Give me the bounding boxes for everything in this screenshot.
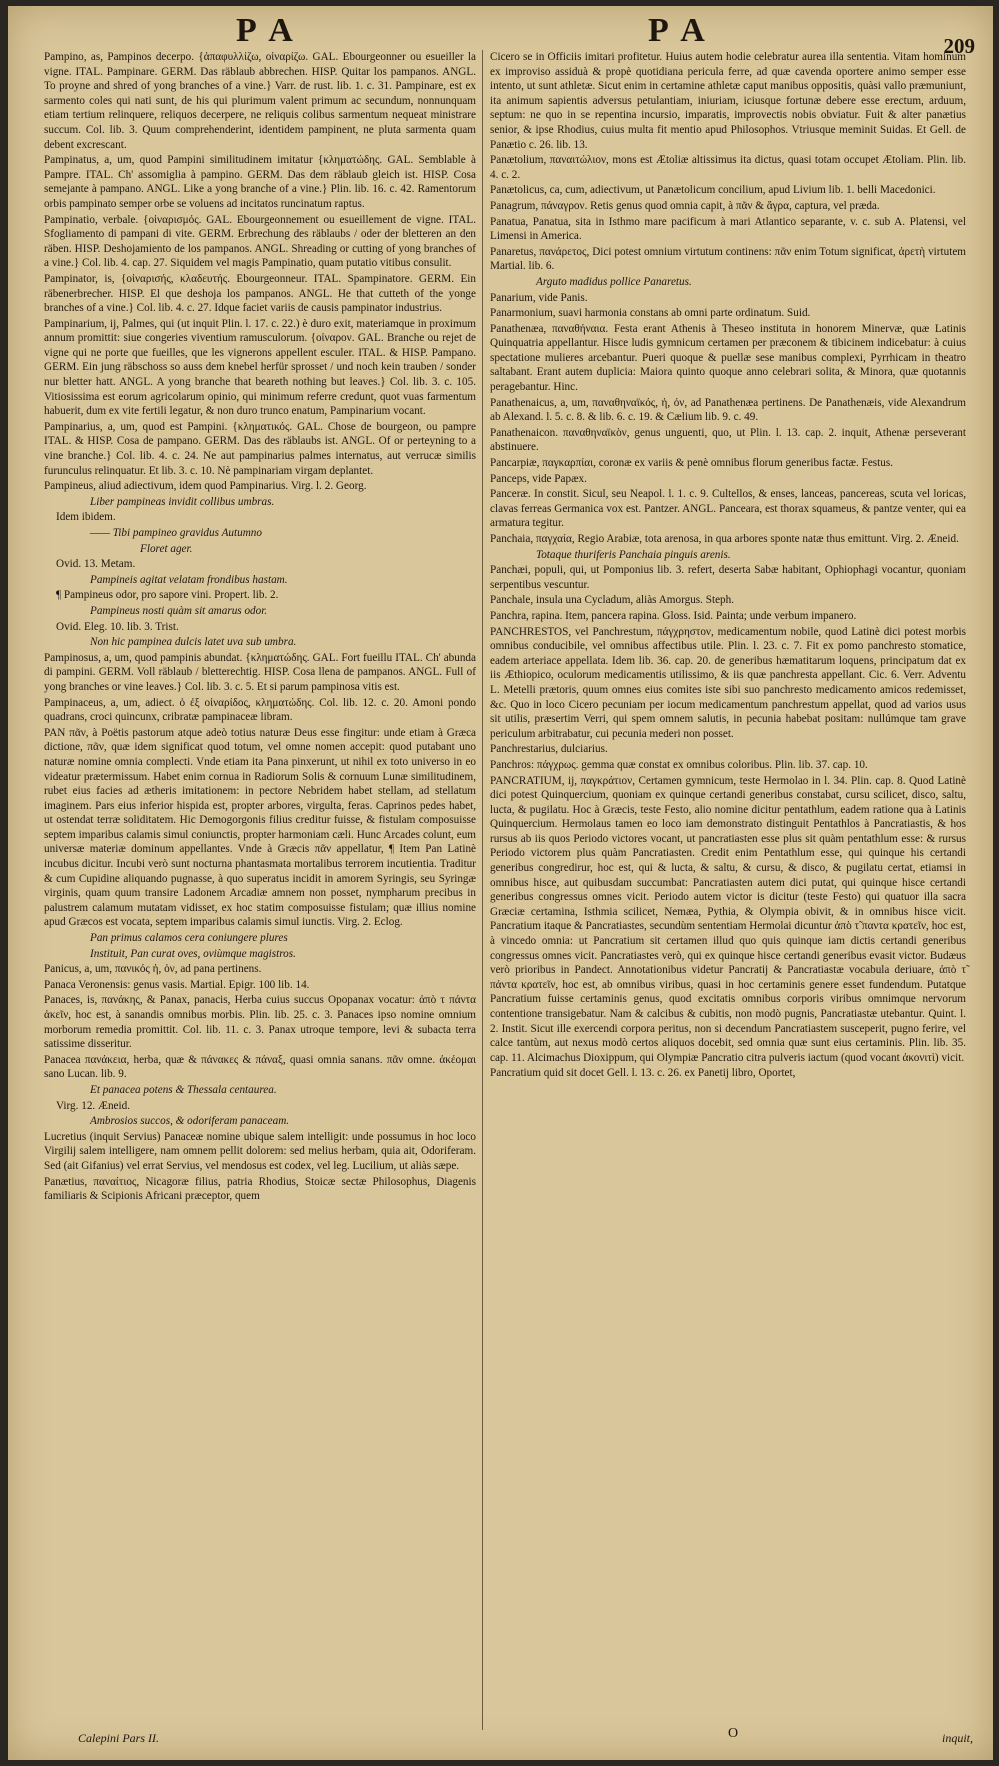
dictionary-entry: Panacea πανάκεια, herba, quæ & πάνακες & πάναξ, quasi omnia sanans. πᾶν omne. ἀκέομαι sano Lucan. lib. 9. bbox=[44, 1053, 476, 1081]
dictionary-entry: Panchæi, populi, qui, ut Pomponius lib. 3. refert, deserta Sabæ habitant, Ophiophagi vocantur, quoniam serpentibus vescuntur. bbox=[490, 564, 966, 591]
dictionary-entry: Panchra, rapina. Item, pancera rapina. Gloss. Isid. Painta; unde verbum impanero. bbox=[490, 609, 857, 622]
dictionary-entry: Panathenæa, παναθήναια. Festa erant Athenis à Theseo instituta in honorem Minervæ, quæ Latinis Quinquatria appellantur. Hisce ludis gymnicum certamen per præconem & tibicinem indicebatur: à cuius spectatione mulieres arcebantur. Pueri quoque & puellæ sese manibus complexi, Pyrrhicam in theatro saltabant. Erant autem duplicia: Maiora quinto quoque anno celebrari solita, & Minora, quæ quotannis peragebantur. Hinc. bbox=[490, 322, 966, 394]
dictionary-entry: Panathenaicus, a, um, παναθηναϊκός, ἡ, όν, ad Panathenæa pertinens. De Panathenæis, vide Alexandrum ab Alexand. l. 5. c. 8. & lib. 6. c. 19. & Cælium lib. 9. c. 49. bbox=[490, 396, 966, 424]
dictionary-entry: Lucretius (inquit Servius) Panaceæ nomine ubique salem intelligit: unde possumus in hoc loco Virgilij salem intelligere, nam omnem pellit dolorem: sed melius herbam, quia ait, Odoriferam. Sed (ait Gifanius) vel errat Servius, vel mendosus est codex, vel leg. Lucilium, ut aliàs sæpe. bbox=[44, 1130, 476, 1172]
dictionary-entry: Panagrum, πάναγρον. Retis genus quod omnia capit, à πᾶν & ἄγρα, captura, vel præda. bbox=[490, 199, 880, 212]
catchword: inquit, bbox=[941, 1731, 973, 1745]
dictionary-entry: Idem ibidem. bbox=[56, 511, 116, 524]
dictionary-entry: Panchrestarius, dulciarius. bbox=[490, 743, 608, 756]
dictionary-entry: Panætius, παναίτιος, Nicagoræ filius, patria Rhodius, Stoicæ sectæ Philosophus, Diagenis familiaris & Scipionis Africani præceptor, quem bbox=[44, 1175, 476, 1203]
dictionary-entry: Panathenaicon. παναθηναϊκὸν, genus unguenti, quo, ut Plin. l. 13. cap. 2. inquit, Athenæ perseverant abstinuere. bbox=[490, 426, 966, 454]
dictionary-entry: Instituit, Pan curat oves, oviùmque magistros. bbox=[90, 947, 296, 960]
dictionary-entry: Pampineis agitat velatam frondibus hastam. bbox=[90, 573, 288, 586]
dictionary-entry: Pampinaceus, a, um, adiect. ὁ ἐξ οἰναρίδος, κληματώδης. Col. lib. 12. c. 20. Amoni pondo quadrans, croci quincunx, cribratæ pampinaceæ libram. bbox=[44, 696, 476, 724]
running-head-right: PA bbox=[648, 12, 719, 49]
dictionary-entry: Pampineus nosti quàm sit amarus odor. bbox=[90, 604, 268, 617]
dictionary-entry: Panarmonium, suavi harmonia constans ab omni parte ordinatum. Suid. bbox=[490, 307, 811, 320]
dictionary-entry: Pancratium quid sit docet Gell. l. 13. c. 26. ex Panetij libro, Oportet, bbox=[490, 1067, 796, 1080]
page-number: 209 bbox=[943, 34, 975, 58]
signature-mark: O bbox=[728, 1726, 739, 1741]
dictionary-entry: Panchaia, παγχαία, Regio Arabiæ, tota arenosa, in qua arbores sponte natæ thus emittunt. Virg. 2. Æneid. bbox=[490, 533, 959, 545]
dictionary-entry: PANCRATIUM, ij, παγκράτιον, Certamen gymnicum, teste Hermolao in l. 34. Plin. cap. 8. Quod Latinè dici potest Quinquercium, quoniam ex quinque certandi generibus constabat, cursu scilicet, disco, saltu, lucta, & pugilatu. Hoc à Græcis, teste Festo, alio nomine dicitur pentathlum, eadem ratione qua à Latinis Quinquercium. Hermolaus tamen eo loco iam demonstrato distinguit Pentathlos à Pancratiastis, & hos rursus ab iis quos Periodo victores vocant, ut pancratiasten esse plus sit quàm pentathlum esse: & rursus Periodo victorem plus quàm Pancratiasten. Credit enim Pentathlum esse, qui quinque his certandi generibus congredirur, hoc est, qui & lucta, & saltu, & cursu, & disco, & pugilatu certat, etiamsi in omnibus hisce, aut quibusdam succumbat: Pancratiasten autem dici putat, qui quinque hisce certandi generibus congressus omnes vicit. Periodo autem victor is dicitur (teste Festo) qui quatuor illa sacra Græciæ certamina, Isthmia scilicet, Nemæa, Pythia, & Olympia obivit, & in omnibus hisce vicit. Pancratium itaque & Pancratiastes, secundùm sententiam Hermolai dicuntur ἀπὸ τ̃ παντα κρατεῖν, hoc est, à vincedo omnia: ut Pancratium sit certamen illud quo quis quinque iam dictis certandi generibus congressus omnes vicit. Pancratiastes verò, qui ex quinque hisce certandi generibus evasit victor. Budæus verò prioribus in Pandect. Annotationibus videtur Pancratij & Pancratiastæ vocabula deriuare, ἀπὸ τ̃ πάντα κρατεῖν, hoc est, ab omnibus viribus, quasi in hoc certaminis genere esset fundendum. Putatque Pancratium fuisse certaminis genus, quod excitatis omnibus corporis viribus omnimque nervorum contentione transigebatur. Nam & calcibus & cubitis, non modò pugnis, Pancratiastæ utebantur. Quint. l. 2. Instit. Sicut ille exercendi corpora peritus, non si decendum Pancratiastem susceperit, pugno ferire, vel calce tantùm, aut nexus modò certos aliquos docebit, sed omnia quæ sunt eius certaminis. Plin. lib. 35. cap. 11. Alcimachus Dioxippum, qui Olympiæ Pancratio citra pulveris iactum (quod vocant ἀκονιτὶ) vicit. bbox=[490, 774, 966, 1064]
column-divider bbox=[482, 50, 483, 1730]
dictionary-entry: Pampinarium, ij, Palmes, qui (ut inquit Plin. l. 17. c. 22.) è duro exit, materiamque in proximum annum promittit: siue congeries viventium ramusculorum. {οἰναρον. GAL. Branche ou rejet de vigne qui ne porte que fueilles, que les vignerons appellent esculer. ITAL. & HISP. Pampano. GERM. Ein jung räbschoss so auss dem knebel herfür sprosset / und noch kein trauben / sonder nur bletter hatt. ANGL. A yong branche that beareth nothing but leaves.} Col. lib. 3. c. 105. Vitiosissima est eorum agricolarum opinio, qui minimum referre credunt, quot vuas farmentum habuerit, dum ex vite fertili legatur, & non duro trunco enatum, Pampinarium vocant. bbox=[44, 317, 476, 418]
dictionary-entry: Non hic pampinea dulcis latet uva sub umbra. bbox=[90, 636, 297, 649]
dictionary-entry: Cicero se in Officiis imitari profitetur. Huius autem hodie celebratur aurea illa sententia. Vitam hominum ex improviso assiduà & propè quotidiana pericula ferre, ad quæ cavenda oportere animo semper esse intento, ut sunt athletæ. Sicut enim in certamine athletæ caput manibus oppositis, quàsi vallo præmuniunt, ita animum sapientis adversus petulantiam, iniuriam, iciusque fortunæ debere esse erectum, arduum, septum: ne quo in se repentina incursio, imparatis, improvectis nobis obviatur. Fuit & alter panætius senior, & ipse Rhodius, cuius multa fit mentio apud Philosophos. Vtriusque meminit Suidas. Et Gell. de Panætio c. 26. lib. 13. bbox=[490, 51, 966, 151]
dictionary-entry: ¶ Pampineus odor, pro sapore vini. Propert. lib. 2. bbox=[56, 589, 279, 602]
printer-signature: Calepini Pars II. bbox=[78, 1731, 159, 1745]
dictionary-entry: Ovid. Eleg. 10. lib. 3. Trist. bbox=[56, 620, 179, 633]
dictionary-entry: Pancarpiæ, παγκαρπίαι, coronæ ex variis & penè omnibus florum generibus factæ. Festus. bbox=[490, 457, 893, 470]
dictionary-entry: Ambrosios succos, & odoriferam panaceam. bbox=[90, 1115, 290, 1128]
dictionary-entry: Panceps, vide Papæx. bbox=[490, 472, 587, 485]
dictionary-entry: PAN πᾶν, à Poëtis pastorum atque adeò totius naturæ Deus esse fingitur: unde etiam à Græca dictione, πᾶν, quæ idem significat quod totum, vel omne nomen accepit: quod putabant uno naturæ nomine omnia complecti. Vnde etiam ita Pana pinxerunt, ut nihil ex toto universo in eo videatur prætermissum. Habet enim cornua in Radiorum Solis & cornuum Lunæ similitudinem, rubet eius facies ad ætheris imitationem: in pectore Nebridem habet stellam, ad stellatum imaginem. Pars eius inferior hispida est, propter arbores, virgulta, feras. Caprinos pedes habet, ut ostendat terræ soliditatem. Hic Demogorgonis filius creditur fuisse, & fistulam composuisse septem imparibus calamis simul coniunctis, propter harmoniam cæli. Hunc Arcades colunt, eum universæ materiæ dominum appellantes. Vnde à Græcis πᾶν appellatur, ¶ Item Pan Latinè incubus dicitur. Incubi verò sunt nocturna phantasmata mortalibus terrorem incutientia. Traditur & cum Cupidine aliquando pugnasse, à quo superatus incidit in amorem Syringis, seu Syringæ virginis, quam quum transire Ladonem Arcadiæ amnem non posset, nympharum precibus in palustrem calamum mutatam vidisset, ex hoc statim composuisse fistulam; quæ illius nomine apud Græcos est vocata, septem imparibus calamis simul iunctis. Virg. 2. Eclog. bbox=[44, 726, 476, 929]
dictionary-entry: Panicus, a, um, πανικός ἡ, ὁν, ad pana pertinens. bbox=[44, 963, 262, 976]
dictionary-entry: Panarium, vide Panis. bbox=[490, 291, 588, 304]
dictionary-entry: PANCHRESTOS, vel Panchrestum, πάγχρηστον, medicamentum nobile, quod Latinè dici potest morbis omnibus conducibile, vel omnibus affectibus utile. Plin. l. 23. c. 7. Fit ex pomo panchresto stomatice, eadem arteriace appellata. Idem lib. 36. cap. 20. de generibus hæmatitarum loquens, principatum dat ex iis Æthiopico, oculorum medicamentis utilissimo, & iis quæ panchresta appellant. Cic. 6. Verr. Adventu L. Metelli prætoris, quum omnes eius comites iste sibi suo panchresto medicamento amicos redemisset, &c. Quo in loco Cicero pecuniam per iocum medicamentum panchrestum appellat, quod ad varios usus sit utilis, præsertim Verri, qui spem omnem salutis, in pecunia habebat positam: nullúmque tam grave periculum arbitrabatur, cui pecunia mederi non posset. bbox=[490, 625, 966, 740]
left-column bbox=[44, 50, 476, 1205]
dictionary-entry: —— Tibi pampineo gravidus Autumno bbox=[90, 527, 262, 539]
dictionary-entry: Panatua, Panatua, sita in Isthmo mare pacificum à mari Atlantico separante, v. c. sub A. Platensi, vel Limensi in America. bbox=[490, 215, 966, 243]
dictionary-entry: Ovid. 13. Metam. bbox=[56, 558, 136, 571]
dictionary-entry: Pampino, as, Pampinos decerpo. {ἀπαφυλλίζω, οἰναρίζω. GAL. Ebourgeonner ou esueiller la vigne. ITAL. Pampinare. GERM. Das räblaub abbrechen. HISP. Quitar los pampanos. ANGL. To proyne and shred of yong branches of a vine.} Varr. de rust. lib. 1. c. 31. Pampinare, est ex sarmento coles qui nati sunt, de his qui plurimum valent primum ac secundum, nonnunquam etiam tertium relinquere, reliquos decerpere, ne reliquis colibus sarmentum nequeat ministrare succum. Col. lib. 3. Quum comprehenderint, identidem pampinent, ne pluta sarmenta quam debent excrescant. bbox=[44, 51, 476, 151]
dictionary-entry: Panaces, is, πανάκης, & Panax, panacis, Herba cuius succus Opopanax vocatur: ἀπὸ τ πάντα ἀκεῖν, hoc est, à sanandis omnibus morbis. Plin. lib. 25. c. 3. Panaces ipso nomine omnium morborum remedia promittit. Col. lib. 11. c. 3. Panax utroque tempore, levi & subacta terra satissime disseritur. bbox=[44, 994, 476, 1051]
dictionary-entry: Floret ager. bbox=[140, 542, 193, 555]
dictionary-entry: Panaretus, πανάρετος, Dici potest omnium virtutum continens: πᾶν enim Totum significat, ἀρετὴ virtutem Martial. lib. 6. bbox=[490, 245, 966, 273]
dictionary-entry: Pampinosus, a, um, quod pampinis abundat. {κληματώδης. GAL. Fort fueillu ITAL. Ch' abunda di pampini. GERM. Voll räblaub / bletterechtig. HISP. Cosa llena de pampanos. ANGL. Full of yong branches or vine leaves.} Col. lib. 3. c. 5. Et si parum pampinosa vitis est. bbox=[44, 651, 476, 693]
dictionary-entry: Panceræ. In constit. Sicul, seu Neapol. l. 1. c. 9. Cultellos, & enses, lanceas, pancereas, scuta vel loricas, clavas ferreas Germanica vox est. Pantzer. ANGL. Panceara, est thorax squameus, & pantze venter, qui ea armatura tegitur. bbox=[490, 488, 966, 530]
dictionary-entry: Panætolium, παναιτώλιον, mons est Ætoliæ altissimus ita dictus, quasi totam occupet Ætoliam. Plin. lib. 4. c. 2. bbox=[490, 154, 966, 181]
dictionary-entry: Et panacea potens & Thessala centaurea. bbox=[90, 1083, 277, 1096]
running-head-left: PA bbox=[236, 12, 307, 49]
dictionary-entry: Totaque thuriferis Panchaia pinguis arenis. bbox=[536, 548, 731, 561]
dictionary-entry: Panaca Veronensis: genus vasis. Martial. Epigr. 100 lib. 14. bbox=[44, 978, 310, 991]
dictionary-entry: Pampineus, aliud adiectivum, idem quod Pampinarius. Virg. l. 2. Georg. bbox=[44, 480, 367, 493]
dictionary-entry: Virg. 12. Æneid. bbox=[56, 1099, 131, 1112]
dictionary-entry: Arguto madidus pollice Panaretus. bbox=[536, 275, 692, 288]
dictionary-entry: Pampinarius, a, um, quod est Pampini. {κληματικός. GAL. Chose de bourgeon, ou pampre ITAL. & HISP. Cosa de pampano. GERM. Das des räblaubs ist. ANGL. Of or perteyning to a vine branche.} Col. lib. 4. c. 24. Ne aut pampinarius palmes internatus, aut verrucæ similis furunculus relinquatur. Et lib. 3. c. 10. Nè pampinariam virgam deplantet. bbox=[44, 420, 476, 477]
right-column bbox=[490, 50, 966, 1082]
dictionary-entry: Pampinatus, a, um, quod Pampini similitudinem imitatur {κληματώδης. GAL. Semblable à Pampre. ITAL. Ch' assomiglia à pampino. GERM. Das dem räblaub gleich ist. HISP. Cosa semejante à pampano. ANGL. Like a yong branche of a vine.} Plin. lib. 16. c. 42. Ramentorum orbis pampinato semper orbe se voluens ad incitatos runcinatum raptus. bbox=[44, 154, 476, 210]
dictionary-entry: Panætolicus, ca, cum, adiectivum, ut Panætolicum concilium, apud Livium lib. 1. belli Macedonici. bbox=[490, 184, 936, 197]
dictionary-entry: Panchros: πάγχρως. gemma quæ constat ex omnibus coloribus. Plin. lib. 37. cap. 10. bbox=[490, 758, 868, 771]
dictionary-entry: Pan primus calamos cera coniungere plures bbox=[90, 932, 288, 945]
dictionary-entry: Pampinatio, verbale. {οἰναρισμός. GAL. Ebourgeonnement ou esueillement de vigne. ITAL. Sfogliamento di pampani di vite. GERM. Erbrechung des räblaubs / oder der bletteren an den räben. HISP. Deshojamiento de los pampanos. ANGL. Shreading or cutting of yong branches of a vine.} Col. lib. 4. cap. 27. Siquidem vel magis Pampinatio, quam putatio vitibus consulit. bbox=[44, 213, 476, 270]
dictionary-entry: Liber pampineas invidit collibus umbras. bbox=[90, 495, 275, 508]
book-page bbox=[8, 6, 993, 1760]
dictionary-entry: Panchale, insula una Cycladum, aliàs Amorgus. Steph. bbox=[490, 594, 735, 607]
dictionary-entry: Pampinator, is, {οἰναρισής, κλαδευτής. Ebourgeonneur. ITAL. Spampinatore. GERM. Ein räbenerbrecher. HISP. El que deshoja los pampanos. ANGL. He that cutteth of the yonge branches of a vine.} Col. lib. 4. c. 27. Idque faciet variis de causis pampinator industrius. bbox=[44, 272, 476, 315]
